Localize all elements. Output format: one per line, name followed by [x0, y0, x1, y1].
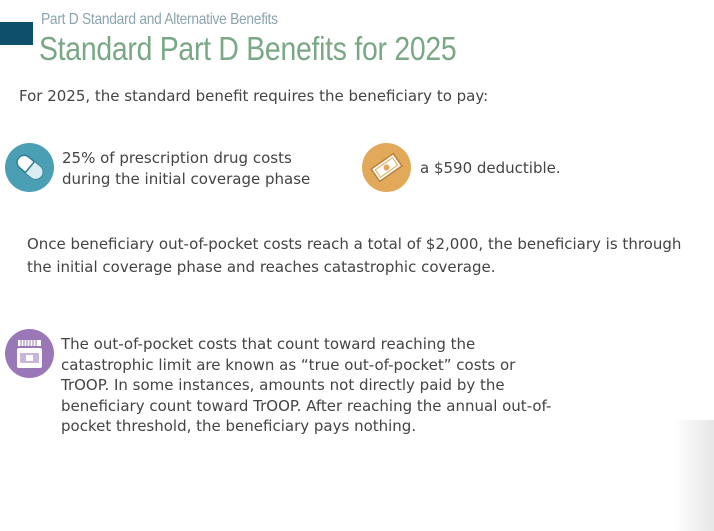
money-icon — [362, 143, 411, 192]
paragraph-line: Once beneficiary out-of-pocket costs reach a total of $2,000, the beneficiary is through — [27, 235, 682, 253]
paragraph-line: pocket threshold, the beneficiary pays nothing. — [61, 417, 417, 435]
paragraph-line: beneficiary count toward TrOOP. After reaching the annual out-of- — [61, 396, 552, 415]
pill-bottle-icon — [5, 329, 54, 378]
coverage-paragraph — [27, 233, 697, 279]
paragraph-line: the initial coverage phase and reaches catastrophic coverage. — [27, 258, 496, 276]
troop-paragraph — [61, 334, 561, 437]
money-item-text: a $590 deductible. — [420, 159, 561, 177]
pill-icon — [5, 143, 54, 192]
paragraph-line: catastrophic limit are known as “true out-of-pocket” costs or — [61, 355, 516, 374]
paragraph-line: The out-of-pocket costs that count toward reaching the — [61, 335, 476, 353]
pill-item-line: 25% of prescription drug costs — [62, 149, 292, 167]
section-kicker: Part D Standard and Alternative Benefits — [41, 11, 278, 28]
intro-text: For 2025, the standard benefit requires the beneficiary to pay: — [19, 87, 489, 105]
pill-item-text — [62, 148, 322, 190]
pill-item-line: during the initial coverage phase — [62, 170, 311, 188]
edge-shadow — [674, 420, 714, 531]
accent-bar — [0, 22, 33, 45]
page-title: Standard Part D Benefits for 2025 — [39, 30, 457, 67]
paragraph-line: TrOOP. In some instances, amounts not directly paid by the — [61, 376, 505, 394]
